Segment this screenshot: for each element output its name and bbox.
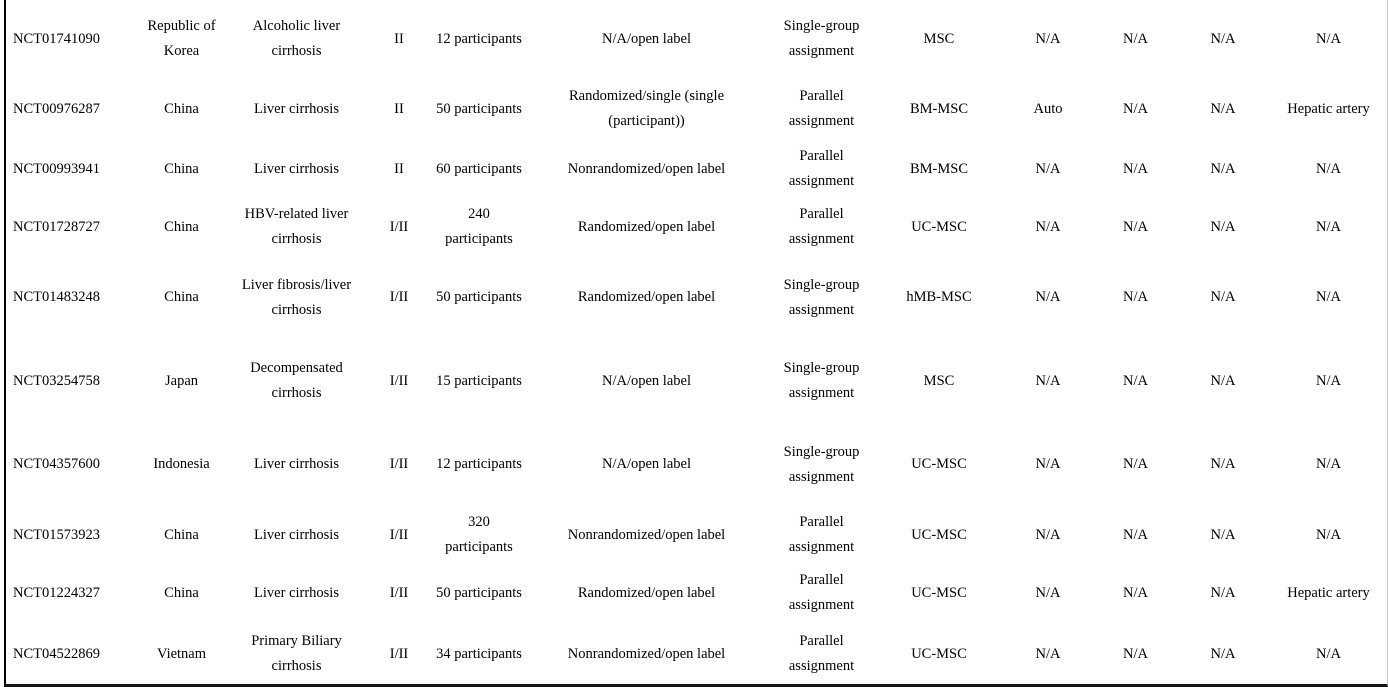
cell-enrollment xyxy=(434,564,524,622)
cell-text: N/A xyxy=(1123,218,1148,235)
table-row xyxy=(6,0,1388,78)
cell-condition xyxy=(229,78,364,140)
cell-text: 12 participants xyxy=(436,456,522,472)
cell-col-11 xyxy=(1179,564,1267,622)
cell-text: NCT03254758 xyxy=(13,372,100,389)
cell-nct-id xyxy=(6,622,134,686)
cell-text: NCT01483248 xyxy=(13,289,100,305)
cell-text: Parallel assignment xyxy=(788,206,855,247)
cell-text: II xyxy=(394,160,404,177)
cell-source xyxy=(1004,423,1092,506)
cell-text: Single-group assignment xyxy=(783,360,860,401)
cell-cell-type xyxy=(874,423,1004,506)
cell-model xyxy=(769,564,874,622)
cell-phase xyxy=(364,423,434,506)
cell-model xyxy=(769,0,874,78)
cell-randomization-masking xyxy=(524,0,769,78)
cell-text: N/A xyxy=(1210,584,1236,601)
cell-route xyxy=(1267,198,1388,256)
cell-text: Liver fibrosis/liver cirrhosis xyxy=(241,276,352,318)
cell-nct-id xyxy=(6,78,134,140)
cell-cell-type xyxy=(874,564,1004,622)
cell-text: I/II xyxy=(389,289,409,305)
cell-text: N/A xyxy=(1035,372,1061,389)
cell-text: N/A xyxy=(1316,372,1341,389)
cell-text: N/A xyxy=(1123,584,1148,601)
cell-text: NCT04522869 xyxy=(13,645,100,662)
cell-col-10 xyxy=(1092,0,1179,78)
cell-text: China xyxy=(164,160,199,177)
cell-nct-id xyxy=(6,140,134,198)
cell-phase xyxy=(364,256,434,339)
table-row xyxy=(6,78,1388,140)
cell-text: N/A xyxy=(1123,289,1148,305)
cell-text: MSC xyxy=(923,372,955,389)
cell-condition xyxy=(229,622,364,686)
cell-route xyxy=(1267,0,1388,78)
cell-text: N/A xyxy=(1123,100,1148,117)
cell-text: N/A xyxy=(1316,289,1341,305)
cell-route xyxy=(1267,423,1388,506)
cell-text: Nonrandomized/open label xyxy=(567,645,726,662)
cell-text: 60 participants xyxy=(436,160,522,177)
cell-randomization-masking xyxy=(524,256,769,339)
cell-source xyxy=(1004,0,1092,78)
cell-text: Auto xyxy=(1033,100,1063,117)
cell-text: 12 participants xyxy=(436,30,522,47)
cell-text: N/A xyxy=(1123,372,1148,389)
cell-text: Decompensated cirrhosis xyxy=(250,360,343,401)
cell-text: N/A xyxy=(1123,645,1148,662)
cell-model xyxy=(769,140,874,198)
cell-enrollment xyxy=(434,506,524,564)
cell-condition xyxy=(229,564,364,622)
cell-source xyxy=(1004,622,1092,686)
cell-nct-id xyxy=(6,423,134,506)
cell-text: UC-MSC xyxy=(911,218,967,235)
cell-country xyxy=(134,256,229,339)
cell-model xyxy=(769,506,874,564)
cell-country xyxy=(134,423,229,506)
cell-col-11 xyxy=(1179,339,1267,423)
cell-text: UC-MSC xyxy=(911,526,967,543)
cell-text: N/A xyxy=(1316,456,1341,472)
cell-text: BM-MSC xyxy=(909,100,969,117)
cell-text: Liver cirrhosis xyxy=(254,100,339,117)
cell-condition xyxy=(229,198,364,256)
cell-model xyxy=(769,256,874,339)
cell-nct-id xyxy=(6,564,134,622)
cell-text: Nonrandomized/open label xyxy=(567,526,726,543)
cell-col-11 xyxy=(1179,198,1267,256)
cell-enrollment xyxy=(434,140,524,198)
cell-country xyxy=(134,78,229,140)
cell-text: Randomized/single (single (participant)) xyxy=(568,88,725,129)
cell-text: China xyxy=(164,526,199,543)
cell-text: NCT01741090 xyxy=(13,30,100,47)
table-body xyxy=(6,0,1388,686)
cell-text: N/A xyxy=(1316,30,1341,47)
cell-text: Indonesia xyxy=(153,456,210,472)
cell-phase xyxy=(364,564,434,622)
cell-text: N/A xyxy=(1123,526,1148,543)
cell-phase xyxy=(364,339,434,423)
cell-col-10 xyxy=(1092,506,1179,564)
cell-randomization-masking xyxy=(524,506,769,564)
cell-nct-id xyxy=(6,506,134,564)
cell-enrollment xyxy=(434,339,524,423)
cell-randomization-masking xyxy=(524,423,769,506)
cell-text: HBV-related liver cirrhosis xyxy=(244,206,349,247)
cell-text: N/A xyxy=(1210,30,1236,47)
cell-text: UC-MSC xyxy=(911,456,967,472)
cell-text: Randomized/open label xyxy=(577,584,716,601)
cell-enrollment xyxy=(434,0,524,78)
cell-route xyxy=(1267,339,1388,423)
cell-model xyxy=(769,339,874,423)
cell-text: II xyxy=(394,30,404,47)
cell-col-10 xyxy=(1092,423,1179,506)
cell-cell-type xyxy=(874,506,1004,564)
table-row xyxy=(6,423,1388,506)
cell-text: NCT00993941 xyxy=(13,160,100,177)
cell-text: N/A xyxy=(1035,289,1061,305)
cell-condition xyxy=(229,506,364,564)
cell-route xyxy=(1267,506,1388,564)
cell-country xyxy=(134,564,229,622)
cell-col-11 xyxy=(1179,506,1267,564)
cell-col-10 xyxy=(1092,622,1179,686)
cell-col-10 xyxy=(1092,564,1179,622)
cell-col-10 xyxy=(1092,140,1179,198)
cell-col-11 xyxy=(1179,256,1267,339)
cell-route xyxy=(1267,256,1388,339)
cell-nct-id xyxy=(6,256,134,339)
cell-randomization-masking xyxy=(524,78,769,140)
cell-text: N/A/open label xyxy=(602,456,691,472)
cell-phase xyxy=(364,78,434,140)
cell-text: UC-MSC xyxy=(911,645,967,662)
cell-source xyxy=(1004,339,1092,423)
cell-text: China xyxy=(164,100,199,117)
table-row xyxy=(6,339,1388,423)
cell-text: N/A xyxy=(1316,526,1341,543)
cell-text: I/II xyxy=(389,584,409,601)
cell-text: Randomized/open label xyxy=(577,289,716,305)
cell-text: Single-group assignment xyxy=(783,18,860,59)
cell-randomization-masking xyxy=(524,339,769,423)
cell-enrollment xyxy=(434,78,524,140)
cell-cell-type xyxy=(874,339,1004,423)
cell-model xyxy=(769,622,874,686)
cell-col-11 xyxy=(1179,423,1267,506)
cell-phase xyxy=(364,198,434,256)
cell-route xyxy=(1267,140,1388,198)
cell-text: I/II xyxy=(389,372,409,389)
cell-source xyxy=(1004,140,1092,198)
cell-phase xyxy=(364,622,434,686)
cell-text: N/A/open label xyxy=(602,372,691,389)
cell-text: N/A xyxy=(1210,218,1236,235)
cell-text: N/A xyxy=(1035,526,1061,543)
cell-randomization-masking xyxy=(524,564,769,622)
cell-cell-type xyxy=(874,198,1004,256)
cell-route xyxy=(1267,564,1388,622)
cell-col-10 xyxy=(1092,198,1179,256)
cell-text: Single-group assignment xyxy=(783,276,860,318)
cell-text: Republic of Korea xyxy=(147,18,216,59)
cell-condition xyxy=(229,0,364,78)
cell-route xyxy=(1267,622,1388,686)
cell-text: N/A xyxy=(1035,160,1061,177)
cell-phase xyxy=(364,140,434,198)
cell-condition xyxy=(229,423,364,506)
cell-country xyxy=(134,622,229,686)
cell-phase xyxy=(364,0,434,78)
cell-text: Parallel assignment xyxy=(788,514,855,555)
cell-text: N/A xyxy=(1123,160,1148,177)
cell-text: N/A xyxy=(1316,645,1341,662)
cell-cell-type xyxy=(874,0,1004,78)
cell-text: I/II xyxy=(389,526,409,543)
cell-text: N/A xyxy=(1316,160,1341,177)
cell-col-10 xyxy=(1092,78,1179,140)
cell-col-10 xyxy=(1092,339,1179,423)
cell-text: I/II xyxy=(389,456,409,472)
cell-condition xyxy=(229,140,364,198)
cell-text: 50 participants xyxy=(436,584,522,601)
cell-text: NCT01728727 xyxy=(13,218,100,235)
cell-text: Parallel assignment xyxy=(788,148,855,189)
cell-model xyxy=(769,78,874,140)
cell-text: Vietnam xyxy=(156,645,207,662)
table-row xyxy=(6,506,1388,564)
cell-text: NCT01573923 xyxy=(13,526,100,543)
cell-text: N/A xyxy=(1035,645,1061,662)
cell-col-11 xyxy=(1179,78,1267,140)
cell-text: Liver cirrhosis xyxy=(254,526,339,543)
cell-text: China xyxy=(164,218,199,235)
cell-text: I/II xyxy=(389,218,409,235)
cell-text: N/A/open label xyxy=(602,30,691,47)
cell-model xyxy=(769,198,874,256)
cell-text: Liver cirrhosis xyxy=(254,456,339,472)
cell-text: China xyxy=(164,289,199,305)
cell-text: Hepatic artery xyxy=(1287,100,1370,117)
table-row xyxy=(6,198,1388,256)
cell-col-11 xyxy=(1179,622,1267,686)
cell-condition xyxy=(229,339,364,423)
cell-text: Parallel assignment xyxy=(788,633,855,674)
cell-text: N/A xyxy=(1210,372,1236,389)
cell-country xyxy=(134,506,229,564)
cell-source xyxy=(1004,198,1092,256)
cell-route xyxy=(1267,78,1388,140)
table-row xyxy=(6,564,1388,622)
cell-nct-id xyxy=(6,198,134,256)
cell-text: 50 participants xyxy=(436,289,522,305)
cell-text: Liver cirrhosis xyxy=(254,160,339,177)
cell-model xyxy=(769,423,874,506)
cell-country xyxy=(134,198,229,256)
cell-nct-id xyxy=(6,0,134,78)
cell-text: II xyxy=(394,100,404,117)
cell-text: Parallel assignment xyxy=(788,88,855,129)
cell-source xyxy=(1004,256,1092,339)
cell-text: 50 participants xyxy=(436,100,522,117)
cell-text: N/A xyxy=(1035,584,1061,601)
cell-cell-type xyxy=(874,78,1004,140)
cell-text: 15 participants xyxy=(436,372,522,389)
cell-text: Single-group assignment xyxy=(783,443,860,485)
cell-text: NCT04357600 xyxy=(13,456,100,472)
cell-text: N/A xyxy=(1123,30,1148,47)
cell-text: N/A xyxy=(1210,100,1236,117)
cell-text: Japan xyxy=(164,372,198,389)
cell-text: 34 participants xyxy=(436,645,522,662)
cell-text: N/A xyxy=(1035,30,1061,47)
cell-text: Primary Biliary cirrhosis xyxy=(251,633,342,674)
cell-cell-type xyxy=(874,140,1004,198)
cell-text: N/A xyxy=(1035,456,1061,472)
cell-text: N/A xyxy=(1210,526,1236,543)
cell-text: Liver cirrhosis xyxy=(254,584,339,601)
cell-text: China xyxy=(164,584,199,601)
cell-text: Nonrandomized/open label xyxy=(567,160,726,177)
cell-enrollment xyxy=(434,198,524,256)
cell-text: Alcoholic liver cirrhosis xyxy=(252,18,341,59)
cell-text: Hepatic artery xyxy=(1287,584,1370,601)
cell-col-11 xyxy=(1179,140,1267,198)
cell-text: I/II xyxy=(389,645,409,662)
cell-country xyxy=(134,0,229,78)
cell-enrollment xyxy=(434,423,524,506)
cell-text: Parallel assignment xyxy=(788,572,855,613)
cell-col-10 xyxy=(1092,256,1179,339)
cell-enrollment xyxy=(434,256,524,339)
cell-text: hMB-MSC xyxy=(906,289,972,305)
cell-text: N/A xyxy=(1210,456,1236,472)
cell-text: NCT00976287 xyxy=(13,100,100,117)
cell-col-11 xyxy=(1179,0,1267,78)
cell-cell-type xyxy=(874,622,1004,686)
clinical-trials-table xyxy=(6,0,1388,686)
paper-table-frame xyxy=(4,0,1388,687)
table-row xyxy=(6,622,1388,686)
table-row xyxy=(6,140,1388,198)
cell-text: NCT01224327 xyxy=(13,584,100,601)
cell-text: N/A xyxy=(1035,218,1061,235)
cell-nct-id xyxy=(6,339,134,423)
cell-country xyxy=(134,140,229,198)
cell-text: MSC xyxy=(923,30,955,47)
cell-source xyxy=(1004,78,1092,140)
cell-cell-type xyxy=(874,256,1004,339)
table-row xyxy=(6,256,1388,339)
cell-text: Randomized/open label xyxy=(577,218,716,235)
cell-randomization-masking xyxy=(524,622,769,686)
cell-text: 240 participants xyxy=(445,206,513,247)
cell-text: N/A xyxy=(1316,218,1341,235)
cell-randomization-masking xyxy=(524,140,769,198)
cell-text: UC-MSC xyxy=(911,584,967,601)
cell-text: N/A xyxy=(1210,160,1236,177)
cell-text: N/A xyxy=(1210,645,1236,662)
cell-source xyxy=(1004,564,1092,622)
cell-condition xyxy=(229,256,364,339)
cell-source xyxy=(1004,506,1092,564)
cell-country xyxy=(134,339,229,423)
cell-text: 320 participants xyxy=(445,514,513,555)
cell-enrollment xyxy=(434,622,524,686)
cell-text: BM-MSC xyxy=(909,160,969,177)
cell-randomization-masking xyxy=(524,198,769,256)
cell-text: N/A xyxy=(1123,456,1148,472)
cell-text: N/A xyxy=(1210,289,1236,305)
cell-phase xyxy=(364,506,434,564)
